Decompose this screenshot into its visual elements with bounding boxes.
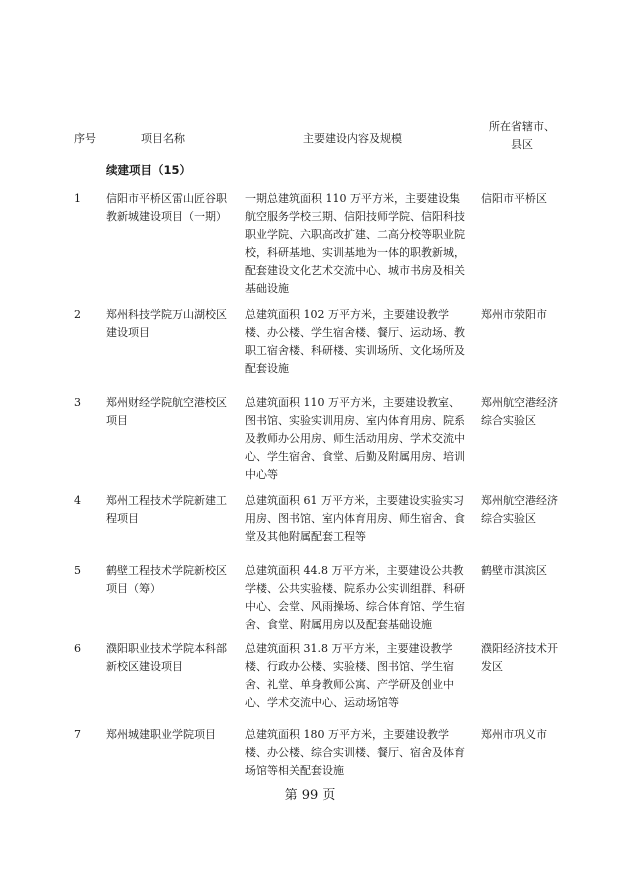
project-content: 一期总建筑面积 110 万平方米，主要建设集航空服务学校三期、信阳技师学院、信阳科技职业学院、六职高改扩建、二高分校等职业院校，科研基地、实训基地为一体的职教新城，配套建设文化艺术交流中心、城市书房及相关基础设施	[245, 192, 465, 295]
project-name: 濮阳职业技术学院本科部新校区建设项目	[106, 642, 227, 673]
project-name: 郑州科技学院万山湖校区建设项目	[106, 308, 227, 339]
project-location: 信阳市平桥区	[481, 192, 547, 205]
project-location: 濮阳经济技术开发区	[481, 642, 558, 673]
project-name: 信阳市平桥区雷山匠谷职教新城建设项目（一期）	[106, 192, 227, 223]
row-number: 1	[74, 192, 81, 205]
project-location: 鹤壁市淇滨区	[481, 564, 547, 577]
header-col-location-line2: 县区	[511, 138, 533, 151]
project-content: 总建筑面积 61 万平方米，主要建设实验实习用房、图书馆、室内体育用房、师生宿舍、食堂及其他附属配套工程等	[245, 494, 465, 543]
header-col-location	[474, 118, 570, 154]
page-number: 第 99 页	[284, 788, 336, 803]
project-name: 郑州城建职业学院项目	[106, 728, 216, 741]
row-number: 7	[74, 728, 81, 741]
header-col-name: 项目名称	[141, 132, 185, 145]
header-col-no: 序号	[74, 132, 96, 145]
project-content: 总建筑面积 180 万平方米，主要建设教学楼、办公楼、综合实训楼、餐厅、宿舍及体育场馆等相关配套设施	[245, 728, 465, 777]
project-location: 郑州航空港经济综合实验区	[481, 396, 558, 427]
row-number: 5	[74, 564, 81, 577]
project-content: 总建筑面积 102 万平方米，主要建设教学楼、办公楼、学生宿舍楼、餐厅、运动场、教职工宿舍楼、科研楼、实训场所、文化场所及配套设施	[245, 308, 465, 375]
header-col-content: 主要建设内容及规模	[303, 132, 402, 145]
project-name: 郑州工程技术学院新建工程项目	[106, 494, 227, 525]
row-number: 6	[74, 642, 81, 655]
project-content: 总建筑面积 31.8 万平方米，主要建设教学楼、行政办公楼、实验楼、图书馆、学生宿舍、礼堂、单身教师公寓、产学研及创业中心、学术交流中心、运动场馆等	[245, 642, 454, 709]
project-location: 郑州市荥阳市	[481, 308, 547, 321]
project-location: 郑州市巩义市	[481, 728, 547, 741]
project-name: 郑州财经学院航空港校区项目	[106, 396, 227, 427]
project-content: 总建筑面积 110 万平方米，主要建设教室、图书馆、实验实训用房、室内体育用房、院系及教师办公用房、师生活动用房、学术交流中心、学生宿舍、食堂、后勤及附属用房、培训中心等	[245, 396, 465, 481]
row-number: 2	[74, 308, 81, 321]
project-location: 郑州航空港经济综合实验区	[481, 494, 558, 525]
header-col-location-line1: 所在省辖市、	[489, 120, 555, 133]
project-name: 鹤壁工程技术学院新校区项目（筹）	[106, 564, 227, 595]
row-number: 4	[74, 494, 81, 507]
row-number: 3	[74, 396, 81, 409]
section-title: 续建项目（15）	[106, 163, 192, 177]
project-content: 总建筑面积 44.8 万平方米，主要建设公共教学楼、公共实验楼、院系办公实训组群、科研中心、会堂、风雨操场、综合体育馆、学生宿舍、食堂、附属用房以及配套基础设施	[245, 564, 465, 631]
